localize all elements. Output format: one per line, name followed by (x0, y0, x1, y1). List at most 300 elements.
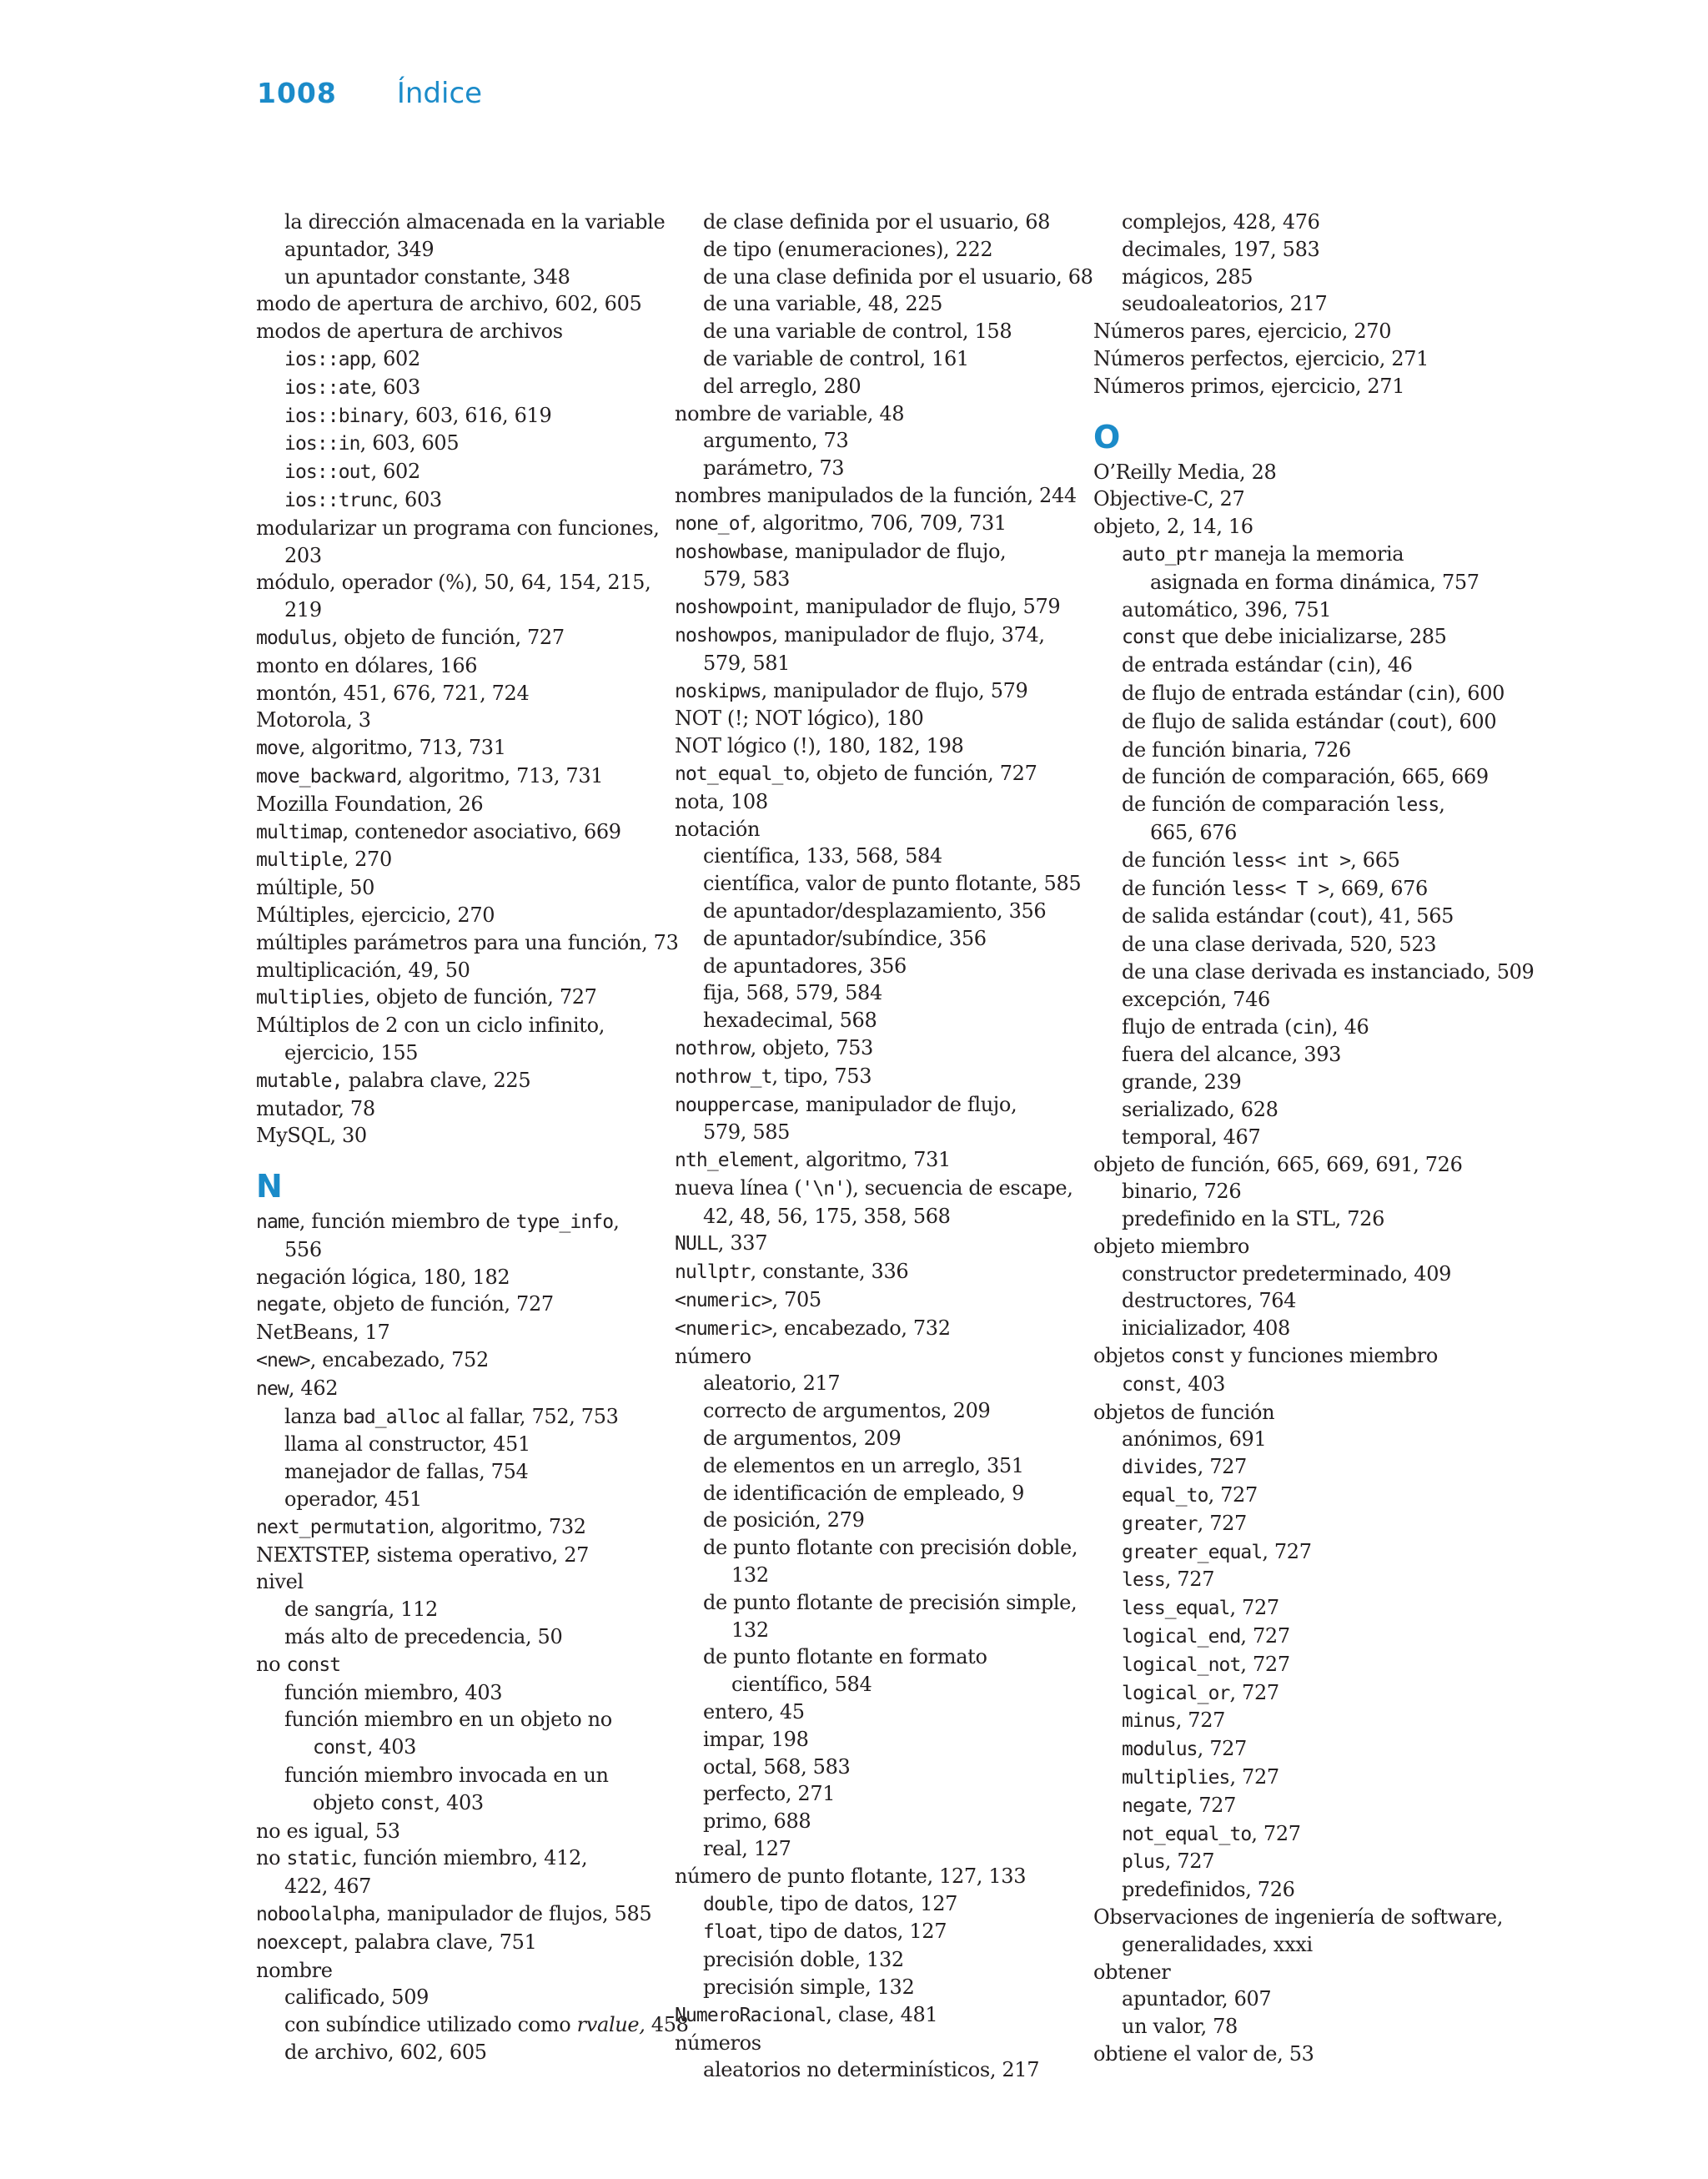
index-subentry (1093, 903, 1485, 931)
index-subentry (675, 290, 1067, 318)
code-term: nothrow_t (675, 1065, 772, 1088)
entry-text: , clase, 481 (826, 2002, 938, 2026)
entry-text: objetos (1093, 1344, 1171, 1368)
entry-text: , 603, 605 (359, 431, 460, 455)
entry-text: generalidades, xxxi (1122, 1932, 1313, 1956)
entry-text: modos de apertura de archivos (256, 320, 563, 344)
entry-text: , 462 (288, 1376, 339, 1400)
entry-text: Observaciones de ingeniería de software, (1093, 1905, 1504, 1930)
entry-text: , 727 (1240, 1652, 1290, 1676)
entry-text: 422, 467 (284, 1875, 372, 1899)
entry-text: Objective-C, 27 (1093, 487, 1245, 511)
entry-text: correcto de argumentos, 209 (703, 1399, 991, 1423)
index-subentry (1093, 541, 1485, 569)
index-subentry (675, 1119, 1067, 1146)
entry-text: científica, 133, 568, 584 (703, 844, 942, 868)
entry-text: nombre de variable, 48 (675, 401, 905, 425)
index-subentry (675, 1617, 1067, 1644)
entry-text: un valor, 78 (1122, 2015, 1238, 2039)
index-subentry (1093, 1482, 1485, 1510)
entry-text: excepción, 746 (1122, 987, 1270, 1011)
entry-text: 579, 581 (703, 651, 791, 675)
entry-text: 203 (284, 543, 322, 567)
code-term: greater_equal (1122, 1541, 1263, 1563)
code-term: not_equal_to (675, 762, 805, 785)
entry-text: predefinidos, 726 (1122, 1878, 1295, 1902)
code-term: divides (1122, 1457, 1198, 1479)
code-term: less (1395, 794, 1439, 817)
entry-text: múltiple, 50 (256, 876, 375, 900)
entry-text: 458 (645, 2013, 689, 2037)
code-term: bad_alloc (342, 1406, 440, 1428)
index-subentry (1093, 1651, 1485, 1679)
entry-text: de identificación de empleado, 9 (703, 1481, 1025, 1505)
code-term: auto_ptr (1122, 543, 1208, 566)
index-entry (675, 1315, 1067, 1343)
entry-text: , 727 (1197, 1455, 1247, 1479)
entry-text: de una clase derivada es instanciado, 509 (1122, 959, 1535, 984)
code-term: nothrow (675, 1037, 751, 1059)
index-subentry (675, 209, 1067, 236)
entry-text: científica, valor de punto flotante, 585 (703, 872, 1082, 896)
entry-text: , 602 (370, 460, 420, 484)
index-subentry (256, 1679, 648, 1707)
index-entry (256, 1542, 648, 1569)
index-entry (675, 1863, 1067, 1890)
index-subentry (256, 345, 648, 374)
code-term: multiple (256, 849, 343, 872)
code-term: cout (1316, 906, 1360, 928)
index-subentry (1093, 1069, 1485, 1096)
entry-text: de salida estándar ( (1122, 904, 1317, 928)
index-entry (675, 482, 1077, 510)
index-subentry (1093, 569, 1485, 596)
index-entry (1093, 318, 1485, 345)
index-subentry (256, 430, 648, 458)
index-subentry (256, 1458, 648, 1486)
entry-text: fuera del alcance, 393 (1122, 1043, 1342, 1067)
index-entry (256, 707, 648, 734)
index-subentry (256, 374, 648, 402)
index-entry (1093, 345, 1485, 373)
entry-text: , manipulador de flujo, 579 (793, 595, 1061, 619)
entry-text: nivel (256, 1570, 304, 1594)
index-entry (1093, 459, 1485, 486)
index-entry (1093, 1959, 1485, 1986)
entry-text: , función miembro, 412, (351, 1846, 588, 1870)
entry-text: ), 600 (1439, 709, 1497, 733)
index-entry (675, 1146, 1067, 1175)
index-entry (256, 515, 660, 542)
index-subentry (675, 1007, 1067, 1034)
index-subentry (675, 264, 1093, 291)
entry-text: Mozilla Foundation, 26 (256, 792, 484, 816)
entry-text: de elementos en un arreglo, 351 (703, 1453, 1024, 1477)
index-entry (256, 762, 648, 791)
index-subentry (675, 1835, 1067, 1863)
entry-text: , 337 (717, 1231, 768, 1256)
entry-text: NetBeans, 17 (256, 1321, 390, 1345)
entry-text: , manipulador de flujo, 579 (761, 678, 1028, 702)
code-term: ios::in (284, 433, 360, 455)
code-term: ios::trunc (284, 489, 393, 511)
index-column-2 (675, 209, 1093, 2084)
index-entry (675, 1063, 1067, 1091)
entry-text: de función (1122, 876, 1232, 900)
entry-text: primo, 688 (703, 1809, 811, 1834)
code-term: minus (1122, 1710, 1176, 1733)
entry-text: parámetro, 73 (703, 456, 845, 481)
index-entry (256, 874, 648, 902)
index-subentry (675, 373, 1067, 400)
entry-text: de punto flotante en formato (703, 1645, 987, 1669)
index-subentry (256, 596, 648, 624)
index-subentry (675, 1918, 1067, 1946)
entry-text: precisión simple, 132 (703, 1975, 915, 1999)
entry-text: de variable de control, 161 (703, 346, 969, 370)
index-entry (675, 677, 1067, 706)
entry-text: , 403 (1175, 1371, 1226, 1396)
entry-text: 132 (731, 1563, 769, 1588)
entry-text: Múltiples, ejercicio, 270 (256, 903, 495, 927)
entry-text: nombre (256, 1958, 333, 1982)
index-entry (675, 788, 1067, 816)
entry-text: manejador de fallas, 754 (284, 1460, 529, 1484)
index-subentry (675, 953, 1067, 980)
index-subentry (256, 1431, 648, 1458)
entry-text: 132 (731, 1618, 769, 1642)
index-subentry (256, 1762, 648, 1789)
entry-text: NOT lógico (!), 180, 182, 198 (675, 734, 964, 758)
code-term: less< int > (1231, 849, 1351, 872)
entry-text: , 727 (1186, 1793, 1237, 1817)
entry-text: , algoritmo, 731 (793, 1148, 951, 1172)
entry-text: fija, 568, 579, 584 (703, 981, 882, 1005)
code-term: next_permutation (256, 1516, 430, 1538)
index-subentry (256, 236, 648, 264)
code-term: multiplies (256, 987, 364, 1009)
entry-text: de una variable, 48, 225 (703, 292, 943, 316)
index-subentry (1093, 264, 1485, 291)
index-subentry (1093, 1538, 1485, 1567)
entry-text: , encabezado, 732 (771, 1316, 951, 1340)
index-entry (675, 2001, 1067, 2030)
entry-text: precisión doble, 132 (703, 1948, 904, 1972)
code-term: logical_or (1122, 1682, 1230, 1704)
index-entry (256, 1095, 648, 1123)
entry-text: 665, 676 (1150, 820, 1238, 844)
index-subentry (256, 542, 648, 570)
code-term: none_of (675, 512, 751, 535)
code-term: move (256, 737, 299, 760)
index-subentry (1093, 290, 1485, 318)
entry-text: notación (675, 817, 761, 841)
entry-text: maneja la memoria (1208, 541, 1404, 566)
code-term: plus (1122, 1851, 1165, 1874)
index-subentry (1093, 708, 1497, 737)
entry-text: múltiples parámetros para una función, 73 (256, 930, 679, 954)
code-term: modulus (256, 627, 332, 649)
code-term: <numeric> (675, 1290, 772, 1312)
index-entry (1093, 1342, 1485, 1371)
index-entry (1093, 373, 1485, 400)
code-term: ios::out (284, 461, 371, 484)
index-subentry (256, 402, 648, 430)
index-entry (256, 929, 679, 957)
index-subentry (675, 427, 1067, 455)
index-subentry (1093, 1510, 1485, 1538)
entry-text: nueva línea ( (675, 1175, 802, 1200)
index-entry (256, 624, 648, 652)
running-header (257, 77, 482, 110)
entry-text: , (613, 1210, 620, 1234)
index-subentry (256, 2011, 689, 2039)
entry-text: calificado, 509 (284, 1985, 430, 2010)
entry-text: negación lógica, 180, 182 (256, 1265, 510, 1289)
index-subentry (675, 1946, 1067, 1974)
code-term: static (286, 1848, 352, 1870)
entry-text: constructor predeterminado, 409 (1122, 1261, 1452, 1286)
entry-text: octal, 568, 583 (703, 1754, 851, 1779)
entry-text: mágicos, 285 (1122, 264, 1253, 289)
index-subentry (1093, 1014, 1485, 1042)
code-term: equal_to (1122, 1485, 1208, 1507)
entry-text: de función de comparación (1122, 793, 1396, 817)
entry-text: modularizar un programa con funciones, (256, 516, 660, 540)
index-entry (675, 621, 1067, 650)
entry-text: , 727 (1229, 1680, 1279, 1704)
entry-text: , 727 (1229, 1596, 1279, 1620)
entry-text: de sangría, 112 (284, 1598, 438, 1622)
index-subentry (256, 1706, 648, 1734)
code-term: multiplies (1122, 1767, 1230, 1789)
index-subentry (1093, 236, 1485, 264)
entry-text: grande, 239 (1122, 1070, 1242, 1095)
index-subentry (675, 650, 1067, 677)
index-subentry (1093, 931, 1485, 959)
index-subentry (1093, 819, 1485, 847)
index-entry (256, 1957, 648, 1985)
entry-text: , 727 (1197, 1737, 1247, 1761)
index-entry (256, 1346, 648, 1375)
index-entry (256, 1844, 648, 1873)
entry-text: , palabra clave, 751 (342, 1930, 537, 1954)
entry-text: de una variable de control, 158 (703, 320, 1012, 344)
index-subentry (256, 1596, 648, 1623)
index-entry (675, 593, 1067, 621)
code-term: NULL (675, 1233, 718, 1256)
section-title: Índice (396, 77, 483, 110)
entry-text: la dirección almacenada en la variable (284, 210, 666, 234)
index-subentry (256, 1039, 648, 1067)
index-entry (256, 1067, 648, 1095)
entry-text: no (256, 1652, 287, 1676)
code-term: const (1122, 627, 1176, 649)
index-entry (256, 1651, 648, 1679)
index-subentry (675, 1425, 1067, 1452)
entry-text: entero, 45 (703, 1700, 805, 1724)
index-subentry (1093, 1679, 1485, 1708)
index-subentry (1093, 1792, 1485, 1820)
code-term: NumeroRacional (675, 2004, 826, 2026)
entry-text: apuntador, 349 (284, 237, 435, 261)
entry-text: de flujo de entrada estándar ( (1122, 681, 1415, 705)
index-entry (675, 760, 1067, 788)
index-entry (256, 1568, 648, 1596)
entry-text: que debe inicializarse, 285 (1175, 625, 1447, 649)
entry-text: , tipo de datos, 127 (756, 1920, 947, 1944)
entry-text: no (256, 1846, 287, 1870)
index-entry (675, 400, 1067, 428)
code-term: cout (1396, 711, 1439, 733)
index-subentry (1093, 1985, 1485, 2013)
entry-text: , 403 (366, 1735, 417, 1759)
code-term: '\n' (801, 1177, 846, 1200)
index-subentry (1093, 1707, 1485, 1735)
entry-text: obtiene el valor de, 53 (1093, 2042, 1314, 2066)
code-term: logical_not (1122, 1653, 1241, 1676)
code-term: less_equal (1122, 1598, 1230, 1620)
index-subentry (675, 870, 1082, 898)
index-subentry (675, 843, 1067, 870)
code-term: nouppercase (675, 1094, 794, 1116)
entry-text: destructores, 764 (1122, 1289, 1297, 1313)
entry-text: , 603 (392, 487, 442, 511)
entry-text: Múltiplos de 2 con un ciclo infinito, (256, 1014, 605, 1038)
index-entry (675, 732, 1067, 760)
code-term: noskipws (675, 680, 761, 702)
entry-text: real, 127 (703, 1837, 791, 1861)
index-subentry (256, 458, 648, 486)
entry-text: objeto, 2, 14, 16 (1093, 515, 1253, 539)
code-term: mutable, (256, 1069, 343, 1092)
entry-text: módulo, operador (%), 50, 64, 154, 215, (256, 571, 651, 595)
code-term: modulus (1122, 1739, 1198, 1761)
code-term: less< T > (1231, 878, 1329, 900)
entry-text: , 727 (1208, 1483, 1258, 1507)
index-letter-heading: N (256, 1168, 283, 1205)
entry-text: O’Reilly Media, 28 (1093, 460, 1277, 484)
index-subentry (1093, 763, 1489, 791)
code-term: const (286, 1653, 341, 1676)
entry-text: decimales, 197, 583 (1122, 237, 1320, 261)
entry-text: , 727 (1240, 1624, 1290, 1648)
index-entry (1093, 1151, 1485, 1179)
index-entry (675, 1091, 1067, 1120)
index-subentry (675, 1671, 1067, 1698)
entry-text: y funciones miembro (1224, 1344, 1438, 1368)
index-entry (256, 652, 648, 680)
index-subentry (1093, 1041, 1485, 1069)
code-term: name (256, 1211, 299, 1234)
index-subentry (1093, 623, 1485, 652)
index-entry (1093, 486, 1485, 513)
entry-text: de punto flotante de precisión simple, (703, 1590, 1078, 1614)
code-term: const (1170, 1346, 1225, 1368)
index-entry (256, 1375, 648, 1403)
index-subentry (1093, 1096, 1485, 1124)
entry-text: serializado, 628 (1122, 1097, 1278, 1121)
index-subentry (675, 1974, 1067, 2001)
entry-text: modo de apertura de archivo, 602, 605 (256, 292, 642, 316)
index-subentry (675, 1507, 1067, 1534)
entry-text: , 403 (434, 1790, 484, 1814)
entry-text: ), 41, 565 (1359, 904, 1454, 928)
entry-text: objeto miembro (1093, 1234, 1249, 1258)
entry-text: , algoritmo, 713, 731 (299, 736, 506, 760)
code-term: ios::app (284, 348, 371, 370)
entry-text: operador, 451 (284, 1487, 422, 1512)
entry-text: , 669, 676 (1329, 876, 1428, 900)
entry-text: , 270 (342, 848, 392, 872)
index-entry (256, 734, 648, 762)
entry-text: , algoritmo, 706, 709, 731 (750, 511, 1007, 535)
entry-text: números (675, 2031, 761, 2055)
code-term: cin (1292, 1016, 1325, 1039)
index-entry (256, 902, 648, 929)
entry-text: argumento, 73 (703, 429, 849, 453)
index-subentry (675, 1370, 1067, 1397)
index-letter-heading: O (1093, 418, 1121, 455)
entry-text: 42, 48, 56, 175, 358, 568 (703, 1204, 951, 1228)
index-entry (675, 705, 1067, 732)
entry-text: 579, 583 (703, 567, 791, 591)
index-subentry (675, 1754, 1067, 1781)
index-entry (256, 1264, 648, 1291)
index-entry (256, 1122, 648, 1150)
index-entry (256, 1208, 648, 1236)
index-subentry (1093, 680, 1505, 708)
index-subentry (1093, 1764, 1485, 1792)
index-entry (256, 846, 648, 874)
entry-text: asignada en forma dinámica, 757 (1150, 570, 1479, 594)
index-entry (256, 1818, 648, 1845)
code-term: cin (1414, 682, 1448, 705)
entry-text: de archivo, 602, 605 (284, 2041, 487, 2064)
code-term: noshowpoint (675, 596, 794, 619)
code-term: ios::ate (284, 376, 371, 399)
entry-text: con subíndice utilizado como (284, 2013, 577, 2037)
entry-text: , 727 (1164, 1849, 1215, 1874)
index-subentry (256, 1984, 648, 2011)
index-entry (256, 984, 648, 1012)
index-subentry (675, 1562, 1067, 1589)
entry-text: de argumentos, 209 (703, 1427, 902, 1451)
entry-text: , tipo de datos, 127 (767, 1891, 958, 1915)
index-subentry (675, 1808, 1067, 1835)
index-subentry (1093, 1315, 1485, 1342)
index-entry (256, 818, 648, 847)
index-entry (256, 1900, 652, 1929)
entry-text: , (1439, 793, 1445, 817)
index-entry (256, 1012, 648, 1039)
entry-text: , manipulador de flujo, (782, 539, 1007, 563)
entry-text: llama al constructor, 451 (284, 1432, 530, 1457)
index-subentry (1093, 1820, 1485, 1849)
entry-text: de flujo de salida estándar ( (1122, 709, 1397, 733)
code-term: not_equal_to (1122, 1823, 1252, 1845)
entry-text: nota, 108 (675, 789, 768, 813)
index-subentry (1093, 986, 1485, 1014)
entry-text: de una clase definida por el usuario, 68 (703, 264, 1093, 289)
entry-text: , tipo, 753 (771, 1064, 872, 1088)
index-entry (1093, 1399, 1485, 1427)
entry-text: , encabezado, 752 (309, 1348, 489, 1372)
entry-text: no es igual, 53 (256, 1819, 400, 1843)
entry-text: objetos de función (1093, 1400, 1275, 1424)
index-subentry (675, 925, 1067, 953)
entry-text: Motorola, 3 (256, 708, 371, 732)
